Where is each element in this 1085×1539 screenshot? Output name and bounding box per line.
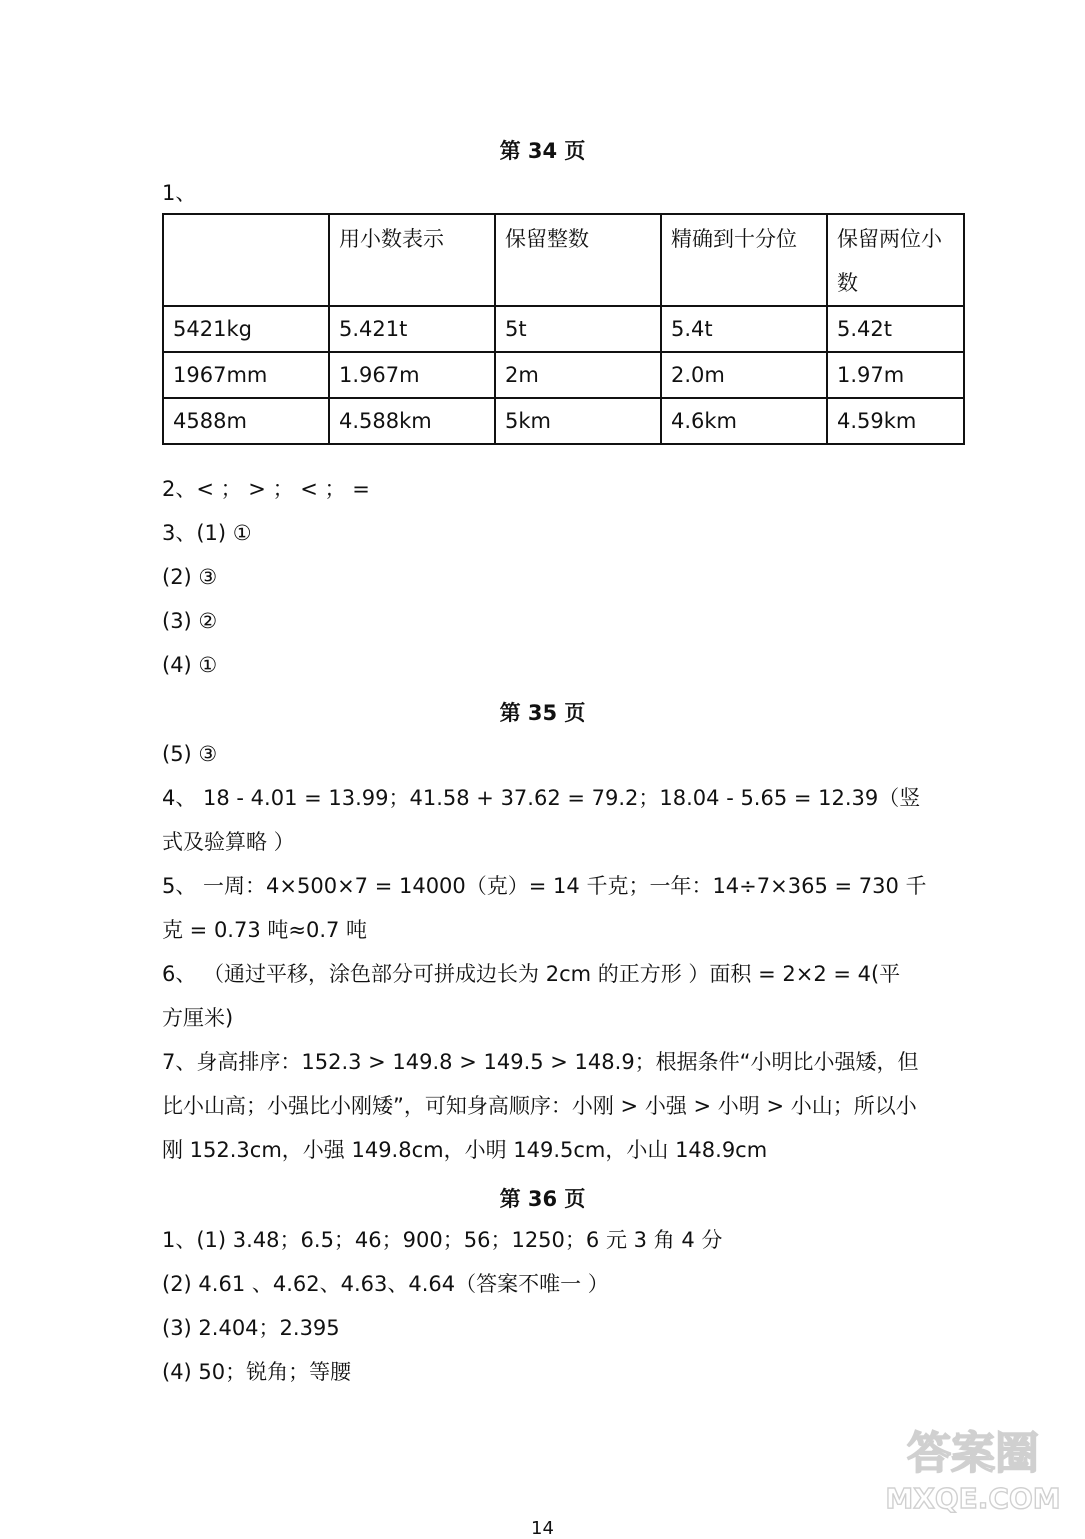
answer-line: 刚 152.3cm，小强 149.8cm，小明 149.5cm，小山 148.9cm xyxy=(162,1138,768,1162)
section-heading-p35: 第 35 页 xyxy=(499,701,586,725)
table-cell: 1.967m xyxy=(329,352,495,398)
table-cell: 1967mm xyxy=(163,352,329,398)
answer-line: 式及验算略 ） xyxy=(162,830,295,854)
table-row xyxy=(163,352,964,398)
table-cell: 4588m xyxy=(163,398,329,444)
section-heading-p34: 第 34 页 xyxy=(499,139,586,163)
table-cell: 5t xyxy=(495,306,661,352)
rounding-table xyxy=(162,213,965,445)
answer-line: 方厘米) xyxy=(162,1006,234,1030)
table-cell: 2.0m xyxy=(661,352,827,398)
table-cell: 5.4t xyxy=(661,306,827,352)
table-header-row xyxy=(163,214,964,306)
answer-line: 2、< ； > ； < ； = xyxy=(162,477,370,501)
table-cell: 4.588km xyxy=(329,398,495,444)
table-cell: 5km xyxy=(495,398,661,444)
watermark-logo xyxy=(885,1416,1060,1516)
answer-line: (3) 2.404；2.395 xyxy=(162,1316,340,1340)
answer-line: 比小山高；小强比小刚矮”，可知身高顺序：小刚 > 小强 > 小明 > 小山；所以小 xyxy=(162,1094,917,1118)
answer-line: 7、身高排序：152.3 > 149.8 > 149.5 > 148.9；根据条件“小明比小强矮，但 xyxy=(162,1050,919,1074)
table-header-cell: 用小数表示 xyxy=(329,214,495,306)
table-cell: 5.421t xyxy=(329,306,495,352)
table-cell: 5421kg xyxy=(163,306,329,352)
table-header-cell: 保留整数 xyxy=(495,214,661,306)
answer-line: (3) ② xyxy=(162,609,218,633)
answer-line: 5、 一周：4×500×7 = 14000（克）= 14 千克；一年：14÷7×365 = 730 千 xyxy=(162,874,927,898)
answer-line: (4) ① xyxy=(162,653,218,677)
watermark-text-bottom: MXQE.COM xyxy=(885,1482,1060,1515)
answer-line: 6、 （通过平移，涂色部分可拼成边长为 2cm 的正方形 ）面积 = 2×2 = 4(平 xyxy=(162,962,901,986)
answer-line: 3、(1) ① xyxy=(162,521,252,545)
answer-line: (5) ③ xyxy=(162,742,218,766)
question-1-label: 1、 xyxy=(162,181,197,205)
table-cell: 5.42t xyxy=(827,306,964,352)
table-cell: 2m xyxy=(495,352,661,398)
answer-line: 4、 18 - 4.01 = 13.99；41.58 + 37.62 = 79.2；18.04 - 5.65 = 12.39（竖 xyxy=(162,786,921,810)
table-cell: 1.97m xyxy=(827,352,964,398)
section-heading-p36: 第 36 页 xyxy=(499,1187,586,1211)
answer-line: 克 = 0.73 吨≈0.7 吨 xyxy=(162,918,368,942)
table-row xyxy=(163,306,964,352)
table-header-cell: 精确到十分位 xyxy=(661,214,827,306)
watermark-logo-icon xyxy=(885,1416,1060,1516)
page-number: 14 xyxy=(531,1518,554,1539)
answer-line: (2) ③ xyxy=(162,565,218,589)
table-row xyxy=(163,398,964,444)
answer-line: (2) 4.61 、4.62、4.63、4.64（答案不唯一 ） xyxy=(162,1272,609,1296)
table-cell: 4.6km xyxy=(661,398,827,444)
answer-line: 1、(1) 3.48；6.5；46；900；56；1250；6 元 3 角 4 分 xyxy=(162,1228,723,1252)
table-cell: 4.59km xyxy=(827,398,964,444)
answer-line: (4) 50；锐角；等腰 xyxy=(162,1360,352,1384)
table-header-cell xyxy=(163,214,329,306)
watermark-text-top: 答案圈 xyxy=(907,1428,1039,1479)
table-header-cell: 保留两位小数 xyxy=(827,214,964,306)
